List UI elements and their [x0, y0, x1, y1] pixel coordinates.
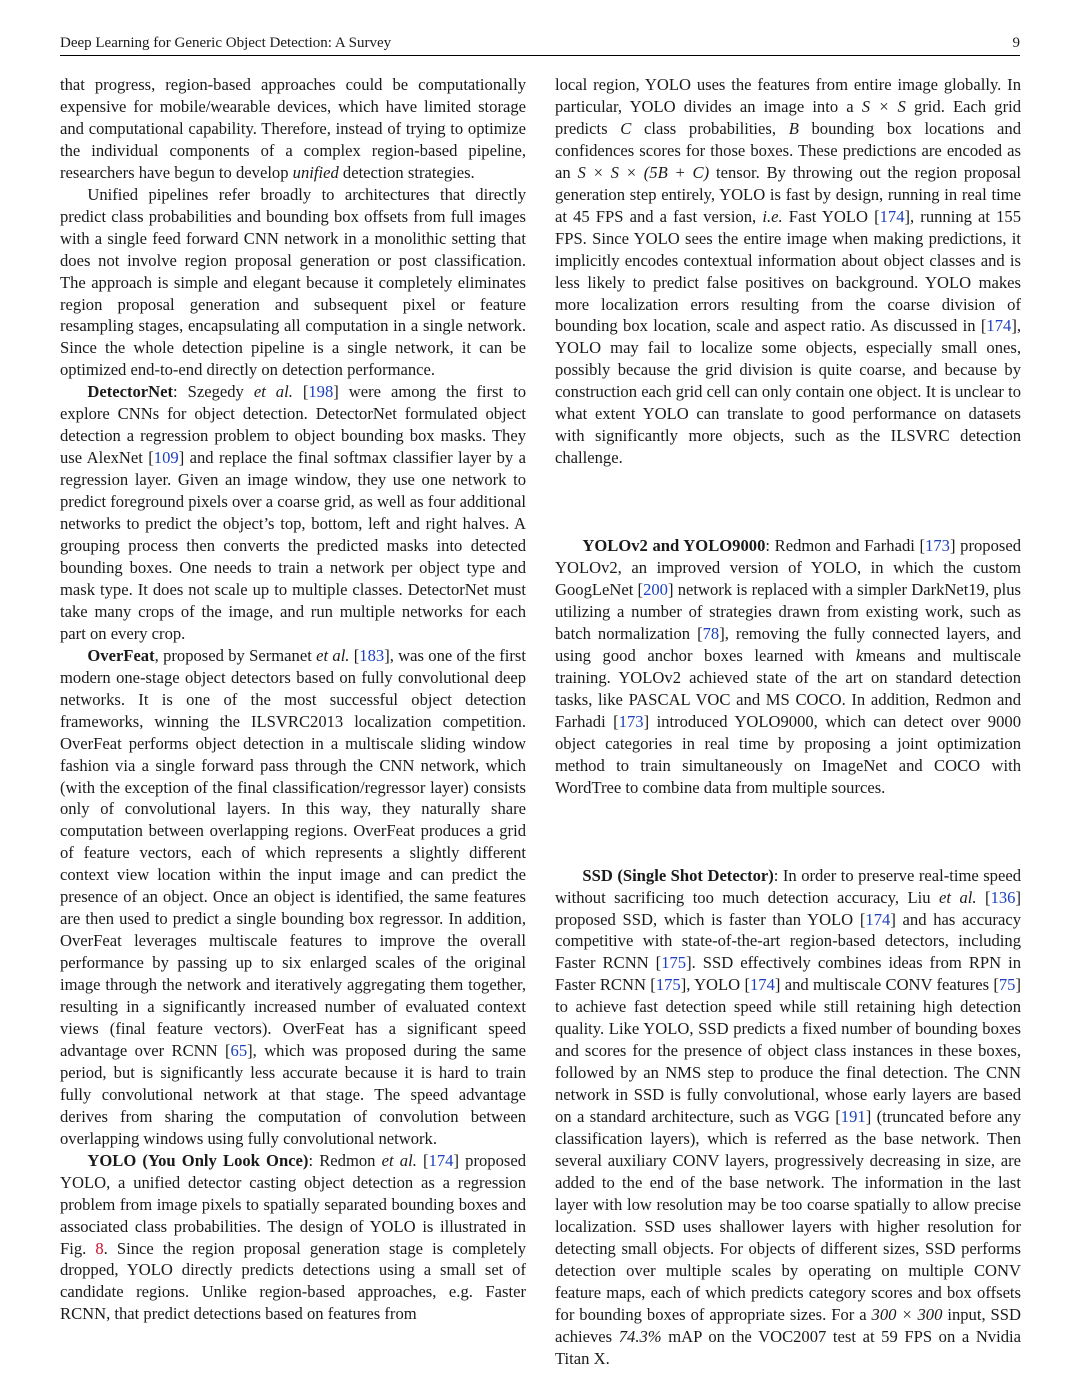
ssd-heading: SSD (Single Shot Detector): [582, 865, 774, 885]
math-expression: C: [620, 118, 632, 138]
citation-link[interactable]: 175: [655, 975, 681, 995]
citation-link[interactable]: 174: [879, 206, 905, 226]
yolo-heading: YOLO (You Only Look Once): [87, 1150, 309, 1170]
citation-link[interactable]: 198: [308, 382, 334, 402]
figure-reference-link[interactable]: 8: [95, 1238, 104, 1258]
citation-link[interactable]: 183: [359, 645, 385, 665]
math-expression: 300 × 300: [871, 1304, 943, 1324]
citation-link[interactable]: 173: [618, 711, 644, 731]
math-expression: S × S: [861, 96, 906, 116]
citation-link[interactable]: 174: [865, 909, 891, 929]
page-number: 9: [1012, 35, 1020, 51]
citation-link[interactable]: 174: [750, 975, 775, 995]
citation-link[interactable]: 175: [661, 953, 687, 973]
citation-link[interactable]: 200: [643, 580, 668, 600]
running-header: [60, 32, 1020, 54]
header-rule: [60, 55, 1020, 56]
citation-link[interactable]: 136: [990, 887, 1016, 907]
citation-link[interactable]: 191: [840, 1107, 866, 1127]
citation-link[interactable]: 78: [702, 623, 720, 643]
left-column: [60, 74, 526, 1325]
citation-link[interactable]: 75: [998, 975, 1016, 995]
paragraph-overfeat: OverFeat, proposed by Sermanet et al. [183], was one of the first modern one-stage object detectors based on fully convolutional deep networks. It is one of the most successful object detection frameworks, winning the ILSVRC2013 localization competition. OverFeat performs object detection in a multiscale sliding window fashion via a single forward pass through the CNN network, which (with the exception of the final classification/regressor layer) consists only of convolutional layers. In this way, they naturally share computation between overlapping regions. OverFeat produces a grid of feature vectors, each of which represents a slightly different context view location within the input image and can predict the presence of an object. Once an object is identified, the same features are then used to predict a single bounding box regressor. In addition, OverFeat leverages multiscale features to improve the overall performance by passing up to six enlarged scales of the original image through the network and iteratively aggregating them together, resulting in a significantly increased number of evaluated context views (final feature vectors). OverFeat has a significant speed advantage over RCNN [65], which was proposed during the same period, but is significantly less accurate because it is hard to train fully convolutional network at that stage. The speed advantage derives from sharing the computation of convolution between overlapping windows using fully convolutional network.: [60, 645, 526, 1148]
citation-link[interactable]: 174: [986, 316, 1012, 336]
math-expression: S × S × (5B + C): [577, 162, 710, 182]
detectornet-heading: DetectorNet: [87, 382, 174, 402]
paragraph-unified-intro: that progress, region-based approaches could be computationally expensive for mobile/wearable devices, which have limited storage and computational capability. Therefore, instead of trying to optimize the individual components of a complex region-based pipeline, researchers have begun to develop unified detection strategies.: [60, 75, 526, 182]
yolov2-heading: YOLOv2 and YOLO9000: [582, 536, 766, 556]
citation-link[interactable]: 173: [925, 536, 950, 556]
right-column: [555, 74, 1021, 1370]
citation-link[interactable]: 109: [153, 448, 179, 468]
paragraph-yolo-continued: local region, YOLO uses the features from entire image globally. In particular, YOLO divides an image into a S × S grid. Each grid predicts C class probabilities, B bounding box locations and confidences scores for those boxes. These predictions are encoded as an S × S × (5B + C) tensor. By throwing out the region proposal generation step entirely, YOLO is fast by design, running in real time at 45 FPS and a fast version, i.e. Fast YOLO [174], running at 155 FPS. Since YOLO sees the entire image when making predictions, it implicitly encodes contextual information about object classes and is less likely to predict false positives on background. YOLO makes more localization errors resulting from the coarse division of bounding box location, scale and aspect ratio. As discussed in [174], YOLO may fail to localize some objects, especially small ones, possibly because the grid division is quite coarse, and because by construction each grid cell can only contain one object. It is unclear to what extent YOLO can translate to good performance on datasets with significantly more objects, such as the ILSVRC detection challenge.: [555, 75, 1022, 468]
paragraph-ssd: SSD (Single Shot Detector): In order to preserve real-time speed without sacrificing too much detection accuracy, Liu et al. [136] proposed SSD, which is faster than YOLO [174] and has accuracy competitive with state-of-the-art region-based detectors, including Faster RCNN [175]. SSD effectively combines ideas from RPN in Faster RCNN [175], YOLO [174] and multiscale CONV features [75] to achieve fast detection speed while still retaining high detection quality. Like YOLO, SSD predicts a fixed number of bounding boxes and scores for the presence of object class instances in these boxes, followed by an NMS step to produce the final detection. The CNN network in SSD is fully convolutional, whose early layers are based on a standard architecture, such as VGG [191] (truncated before any classification layers), which is referred as the base network. Then several auxiliary CONV layers, progressively decreasing in size, are added to the end of the base network. The information in the last layer with low resolution may be too coarse spatially to allow precise localization. SSD uses shallower layers with higher resolution for detecting small objects. For objects of different sizes, SSD performs detection over multiple scales by operating on multiple CONV feature maps, each of which predicts category scores and box offsets for bounding boxes of appropriate sizes. For a 300 × 300 input, SSD achieves 74.3% mAP on the VOC2007 test at 59 FPS on a Nvidia Titan X.: [555, 865, 1022, 1368]
paragraph-yolov2: YOLOv2 and YOLO9000: Redmon and Farhadi [173] proposed YOLOv2, an improved version of YOLO, in which the custom GoogLeNet [200] network is replaced with a simpler DarkNet19, plus utilizing a number of strategies drawn from existing work, such as batch normalization [78], removing the fully connected layers, and using good anchor boxes learned with kmeans and multiscale training. YOLOv2 achieved state of the art on standard detection tasks, like PASCAL VOC and MS COCO. In addition, Redmon and Farhadi [173] introduced YOLO9000, which can detect over 9000 object categories in real time by proposing a joint optimization method to train simultaneously on ImageNet and COCO with WordTree to combine data from multiple sources.: [555, 536, 1022, 797]
overfeat-heading: OverFeat: [87, 645, 155, 665]
paragraph-detectornet: DetectorNet: Szegedy et al. [198] were among the first to explore CNNs for object detection. DetectorNet formulated object detection a regression problem to object bounding box masks. They use AlexNet [109] and replace the final softmax classifier layer by a regression layer. Given an image window, they use one network to predict foreground pixels over a coarse grid, as well as four additional networks to predict the object’s top, bottom, left and right halves. A grouping process then converts the predicted masks into detected bounding boxes. One needs to train a network per object type and mask type. It does not scale up to multiple classes. DetectorNet must take many crops of the image, and run multiple networks for each part on every crop.: [60, 382, 527, 643]
citation-link[interactable]: 174: [428, 1150, 454, 1170]
citation-link[interactable]: 65: [230, 1040, 248, 1060]
math-expression: 74.3%: [618, 1326, 662, 1346]
running-title: Deep Learning for Generic Object Detection: A Survey: [60, 35, 392, 51]
math-expression: B: [788, 118, 799, 138]
paragraph-unified-pipelines: Unified pipelines refer broadly to architectures that directly predict class probabilities and bounding box offsets from full images with a single feed forward CNN network in a monolithic setting that does not involve region proposal generation or post classification. The approach is simple and elegant because it completely eliminates region proposal generation and subsequent pixel or feature resampling stages, encapsulating all computation in a single network. Since the whole detection pipeline is a single network, it can be optimized end-to-end directly on detection performance.: [60, 184, 526, 380]
paragraph-yolo: YOLO (You Only Look Once): Redmon et al. [174] proposed YOLO, a unified detector casting object detection as a regression problem from image pixels to spatially separated bounding boxes and associated class probabilities. The design of YOLO is illustrated in Fig. 8. Since the region proposal generation stage is completely dropped, YOLO directly predicts detections using a small set of candidate regions. Unlike region-based approaches, e.g. Faster RCNN, that predict detections based on features from: [60, 1150, 526, 1324]
